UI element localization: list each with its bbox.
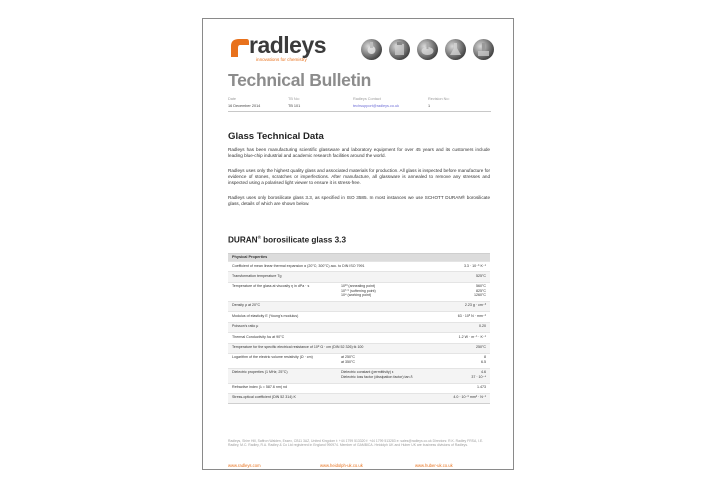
table-row xyxy=(228,311,490,321)
meta-value: 1 xyxy=(428,104,431,108)
table-row xyxy=(228,368,490,383)
table-cell-c1: Logarithm of the electric volume resistivity (Ω · cm) xyxy=(232,355,313,360)
table-cell-c1: Temperature of the glass at viscosity η in dPa · s xyxy=(232,284,310,289)
meta-contact xyxy=(353,97,399,108)
meta-revision xyxy=(428,97,450,108)
footer-link-radleys[interactable]: www.radleys.com xyxy=(228,463,261,468)
footer-link-heidolph[interactable]: www.heidolph-uk.co.uk xyxy=(320,463,363,468)
stirrer-photo-icon xyxy=(473,39,494,60)
table-cell-c3: 4.6 37 · 10⁻⁴ xyxy=(471,370,486,379)
table-row xyxy=(228,282,490,301)
reactor-photo-icon xyxy=(417,39,438,60)
table-cell-c1: Transformation temperature Tg xyxy=(232,273,282,278)
table-row xyxy=(228,353,490,368)
table-cell-c3: 4.0 · 10⁻⁶ mm² · N⁻¹ xyxy=(453,395,486,400)
table-cell-c1: Density ρ at 20°C xyxy=(232,303,261,308)
table-cell-c3: 0.20 xyxy=(479,324,486,329)
table-row xyxy=(228,271,490,281)
table-cell-c3: 1.473 xyxy=(477,385,486,390)
table-row xyxy=(228,343,490,353)
quality-paragraph: Radleys uses only the highest quality glass and associated materials for production. All glass is inspected before manufacture for evidence of stones, scratches or imperfections. After manufacture, all glassware is annealed to remove any stresses and inspected using a polarised light viewer to ensure it is stress-free. xyxy=(228,168,490,186)
table-cell-c3: 3.3 · 10⁻⁶ K⁻¹ xyxy=(463,263,486,268)
table-row xyxy=(228,301,490,311)
table-cell-c1: Poisson's ratio μ xyxy=(232,324,259,329)
table-cell-c1: Modulus of elasticity E (Young's modulus) xyxy=(232,313,299,318)
table-row xyxy=(228,322,490,332)
table-cell-c3: 250°C xyxy=(475,345,486,350)
intro-paragraph: Radleys has been manufacturing scientific glassware and laboratory equipment for over 45 years and its customers include leading blue-chip industrial and academic research facilities around the world. xyxy=(228,147,490,159)
table-cell-c3: 2.23 g · cm⁻³ xyxy=(464,303,486,308)
table-heading xyxy=(228,235,346,245)
meta-date xyxy=(228,97,260,108)
document-page xyxy=(202,18,514,470)
bulletin-title: Technical Bulletin xyxy=(228,70,372,90)
lab-equipment-photo-icon xyxy=(389,39,410,60)
logo-tagline: innovations for chemistry xyxy=(256,57,307,62)
contact-email-link[interactable]: techsupport@radleys.co.uk xyxy=(353,104,400,108)
meta-value: TB 101 xyxy=(288,104,301,108)
table-row xyxy=(228,332,490,342)
table-body xyxy=(228,261,490,403)
table-cell-c2: 10¹³ (annealing point) 10⁷·⁶ (softening point) 10⁴ (working point) xyxy=(341,284,376,298)
table-row xyxy=(228,383,490,393)
meta-label: Revision No: xyxy=(428,97,450,101)
footer-address: Radleys, Shire Hill, Saffron Walden, Essex, CB11 3AZ, United Kingdom t: +44 1799 513320 f: +44 1799 513283 e: sales@radleys.co.uk Directors: R.K. Radley FRSA, I.E. Radley, M.C. Radley, R.A. Radley & Co Ltd registered in England 990974. Member of GAMBICA. Heidolph UK and Huber UK are business divisions of Radleys. xyxy=(228,439,484,448)
meta-value: 16 December 2014 xyxy=(228,104,261,108)
table-cell-c1: Stress-optical coefficient (DIN 52 314) K xyxy=(232,395,296,400)
registered-mark: ® xyxy=(257,235,261,240)
meta-label: TB No: xyxy=(288,97,300,101)
meta-label: Radleys Contact xyxy=(353,97,381,101)
table-cell-c3: 525°C xyxy=(475,273,486,278)
header-photo-strip xyxy=(361,39,496,61)
table-cell-c2: at 250°C at 350°C xyxy=(341,355,356,364)
meta-divider xyxy=(228,111,491,112)
table-row xyxy=(228,393,490,403)
glass-type-paragraph: Radleys uses only borosilicate glass 3.3, as specified in ISO 3585. In most instances we use SCHOTT DURAN® borosilicate glass, details of which are shown below. xyxy=(228,195,490,207)
table-cell-c1: Thermal Conductivity λw at 90°C xyxy=(232,334,285,339)
table-cell-c1: Dielectric properties (1 MHz; 25°C) xyxy=(232,370,288,375)
table-cell-c3: 63 · 10³ N · mm⁻² xyxy=(457,313,486,318)
flask-photo-icon xyxy=(445,39,466,60)
table-cell-c3: 8 6.5 xyxy=(481,355,486,364)
heading-rest: borosilicate glass 3.3 xyxy=(260,235,347,245)
table-row xyxy=(228,261,490,271)
table-header: Physical Properties xyxy=(228,254,490,261)
radleys-logo xyxy=(228,32,338,65)
physical-properties-table xyxy=(228,253,490,404)
section-heading: Glass Technical Data xyxy=(228,131,324,142)
footer-link-huber[interactable]: www.huber-uk.co.uk xyxy=(415,463,453,468)
meta-label: Date xyxy=(228,97,237,101)
table-cell-c1: Temperature for the specific electrical resistance of 10⁸ Ω · cm (DIN 52 326) tk 100 xyxy=(232,345,364,350)
table-cell-c2: Dielectric constant (permittivity) ε Dielectric loss factor (dissipation factor) tan δ xyxy=(341,370,413,379)
meta-tb-no xyxy=(288,97,300,108)
logo-wordmark: radleys xyxy=(249,32,327,58)
heading-brand: DURAN xyxy=(228,235,258,245)
glassware-photo-icon xyxy=(361,39,382,60)
table-cell-c3: 560°C 825°C 1260°C xyxy=(473,284,486,298)
table-cell-c3: 1.2 W · m⁻¹ · K⁻¹ xyxy=(458,334,486,339)
table-cell-c1: Refractive index (λ = 587.6 nm) nd xyxy=(232,385,288,390)
table-cell-c1: Coefficient of mean linear thermal expansion α (20°C; 300°C) acc. to DIN ISO 7991 xyxy=(232,263,365,268)
